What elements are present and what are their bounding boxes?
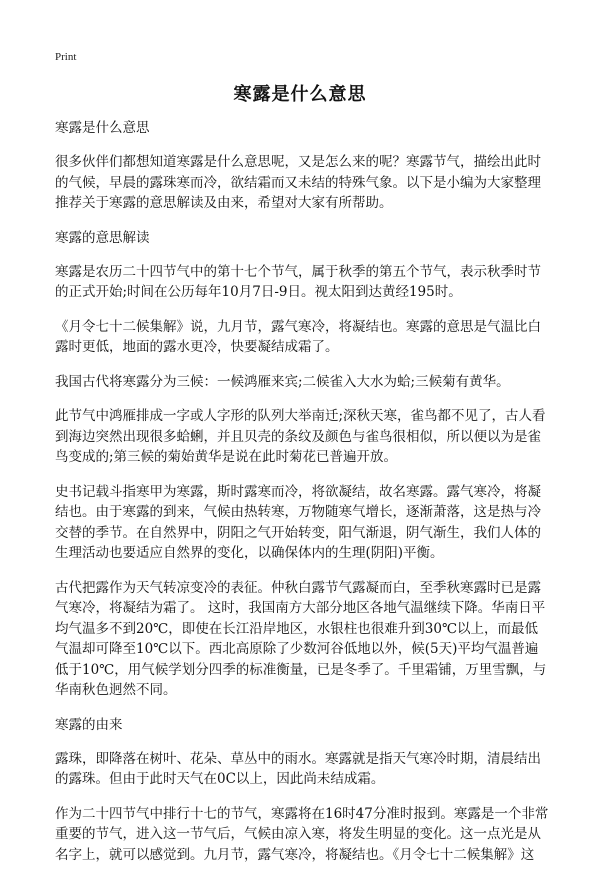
page-title: 寒露是什么意思	[233, 84, 367, 105]
paragraph: 寒露是农历二十四节气中的第十七个节气，属于秋季的第五个节气，表示秋季时节的正式开始;时间在公历每年10月7日-9日。视太阳到达黄经195时。	[55, 263, 541, 300]
paragraph: 此节气中鸿雁排成一字或人字形的队列大举南迁;深秋天寒，雀鸟都不见了，古人看到海边突然出现很多蛤蜊，并且贝壳的条纹及颜色与雀鸟很相似，所以便以为是雀鸟变成的;第三候的菊始黄华是说在此时菊花已普遍开放。	[55, 408, 546, 465]
section-heading: 寒露的意思解读	[55, 229, 150, 246]
paragraph: 史书记载斗指寒甲为寒露，斯时露寒而冷，将欲凝结，故名寒露。露气寒冷，将凝结也。由于寒露的到来，气候由热转寒，万物随寒气增长，逐渐萧落，这是热与冷交替的季节。在自然界中，阴阳之气开始转变，阳气渐退，阴气渐生，我们人体的生理活动也要适应自然界的变化，以确保体内的生理(阴阳)平衡。	[55, 483, 541, 561]
paragraph: 露珠，即降落在树叶、花朵、草丛中的雨水。寒露就是指天气寒冷时期，清晨结出的露珠。但由于此时天气在0C以上，因此尚未结成霜。	[55, 750, 541, 787]
print-label: Print	[55, 51, 77, 63]
paragraph: 古代把露作为天气转凉变冷的表征。仲秋白露节气露凝而白，至季秋寒露时已是露气寒冷，将凝结为霜了。 这时，我国南方大部分地区各地气温继续下降。华南日平均气温多不到20℃，即使在长江沿岸地区，水银柱也很难升到30℃以上，而最低气温却可降至10℃以下。西北高原除了少数河谷低地以外，候(5天)平均气温普遍低于10℃，用气候学划分四季的标准衡量，已是冬季了。千里霜铺，万里雪飘，与华南秋色迥然不同。	[55, 579, 547, 698]
paragraph: 《月令七十二候集解》说，九月节，露气寒冷，将凝结也。寒露的意思是气温比白露时更低，地面的露水更冷，快要凝结成霜了。	[55, 318, 541, 355]
article-body	[55, 118, 550, 879]
paragraph: 我国古代将寒露分为三候：一候鸿雁来宾;二候雀入大水为蛤;三候菊有黄华。	[55, 373, 510, 390]
paragraph: 作为二十四节气中排行十七的节气，寒露将在16时47分准时报到。寒露是一个非常重要的节气，进入这一节气后，气候由凉入寒，将发生明显的变化。这一点光是从名字上，就可以感觉到。九月节，露气寒冷，将凝结也。《月令七十二候集解》这	[55, 805, 549, 863]
paragraph: 很多伙伴们都想知道寒露是什么意思呢，又是怎么来的呢？寒露节气，描绘出此时的气候，早晨的露珠寒而冷，欲结霜而又未结的特殊气象。以下是小编为大家整理推荐关于寒露的意思解读及由来，希望对大家有所帮助。	[55, 154, 541, 211]
section-heading: 寒露的由来	[55, 716, 123, 733]
section-heading: 寒露是什么意思	[55, 120, 150, 136]
